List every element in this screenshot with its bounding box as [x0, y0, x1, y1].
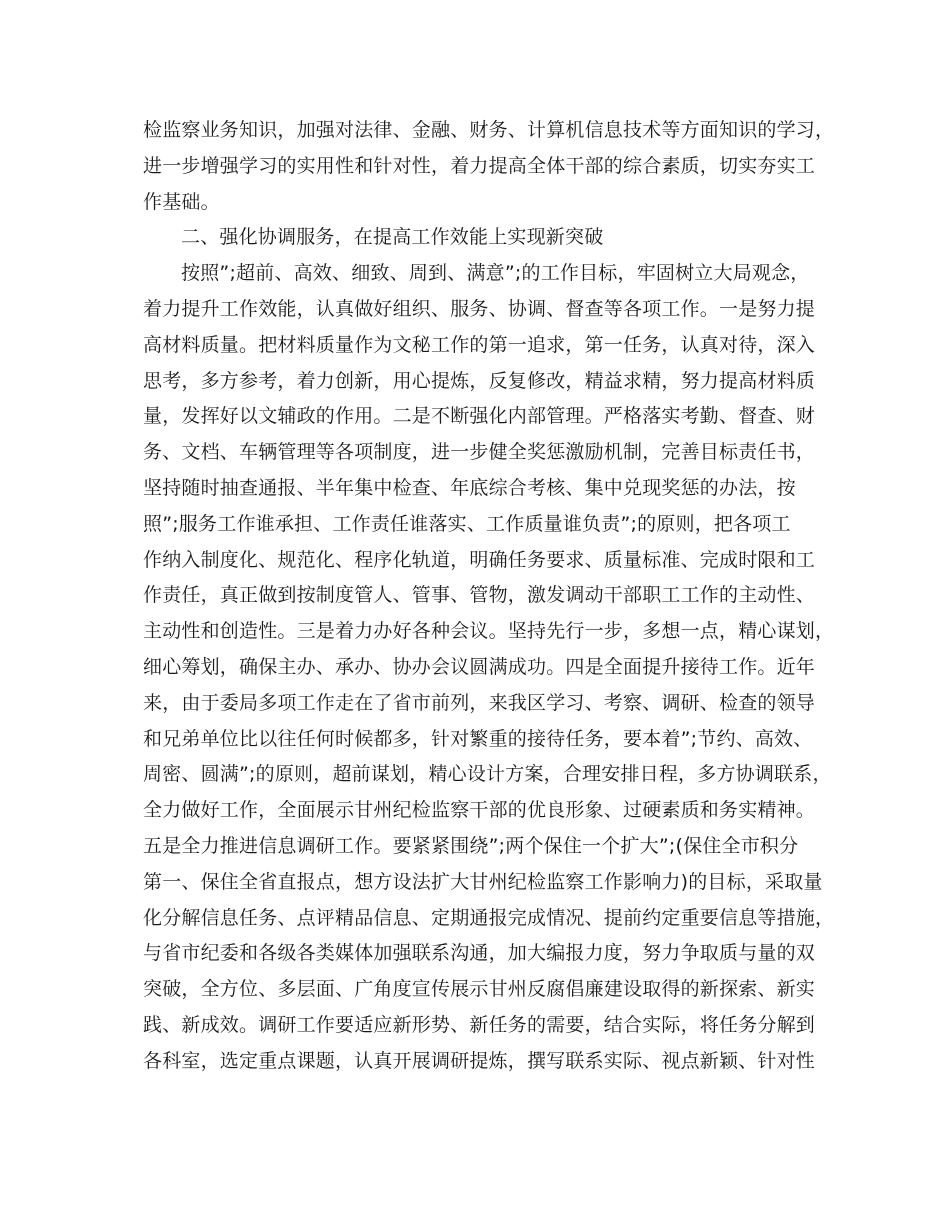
text-line: 来，由于委局多项工作走在了省市前列，来我区学习、考察、调研、检查的领导 [143, 691, 816, 714]
text-line: 进一步增强学习的实用性和针对性，着力提高全体干部的综合素质，切实夯实工 [143, 154, 816, 177]
text-line: 作纳入制度化、规范化、程序化轨道，明确任务要求、质量标准、完成时限和工 [143, 548, 816, 571]
text-line: 照”;服务工作谁承担、工作责任谁落实、工作质量谁负责”;的原则，把各项工 [143, 512, 791, 535]
text-line: 着力提升工作效能，认真做好组织、服务、协调、督查等各项工作。一是努力提 [143, 297, 816, 320]
text-line: 化分解信息任务、点评精品信息、定期通报完成情况、提前约定重要信息等措施， [143, 906, 835, 929]
text-line: 五是全力推进信息调研工作。要紧紧围绕”;两个保住一个扩大”;(保住全市积分 [143, 834, 799, 857]
text-line: 检监察业务知识，加强对法律、金融、财务、计算机信息技术等方面知识的学习， [143, 119, 835, 141]
text-line: 量，发挥好以文辅政的作用。二是不断强化内部管理。严格落实考勤、督查、财 [143, 405, 816, 428]
text-line: 与省市纪委和各级各类媒体加强联系沟通，加大编报力度，努力争取质与量的双 [143, 942, 816, 965]
paragraph-first-line: 按照”;超前、高效、细致、周到、满意”;的工作目标，牢固树立大局观念， [181, 262, 810, 285]
document-body [143, 113, 835, 1080]
text-line: 全力做好工作，全面展示甘州纪检监察干部的优良形象、过硬素质和务实精神。 [143, 799, 816, 822]
section-heading: 二、强化协调服务，在提高工作效能上实现新突破 [181, 226, 604, 249]
text-line: 主动性和创造性。三是着力办好各种会议。坚持先行一步，多想一点，精心谋划， [143, 620, 835, 643]
text-line: 务、文档、车辆管理等各项制度，进一步健全奖惩激励机制，完善目标责任书， [143, 441, 816, 464]
text-line: 坚持随时抽查通报、半年集中检查、年底综合考核、集中兑现奖惩的办法，按 [143, 476, 796, 499]
text-line: 作基础。 [143, 190, 220, 213]
text-line: 第一、保住全省直报点，想方设法扩大甘州纪检监察工作影响力)的目标，采取量 [143, 870, 823, 893]
text-line: 周密、圆满”;的原则，超前谋划，精心设计方案，合理安排日程，多方协调联系， [143, 763, 832, 786]
text-line: 践、新成效。调研工作要适应新形势、新任务的需要，结合实际，将任务分解到 [143, 1013, 816, 1036]
text-line: 细心筹划，确保主办、承办、协办会议圆满成功。四是全面提升接待工作。近年 [143, 655, 816, 678]
text-line: 和兄弟单位比以往任何时候都多，针对繁重的接待任务，要本着”;节约、高效、 [143, 727, 813, 750]
text-line: 思考，多方参考，着力创新，用心提炼，反复修改，精益求精，努力提高材料质 [143, 369, 816, 392]
text-line: 高材料质量。把材料质量作为文秘工作的第一追求，第一任务，认真对待，深入 [143, 333, 816, 356]
text-line: 各科室，选定重点课题，认真开展调研提炼，撰写联系实际、视点新颖、针对性 [143, 1049, 816, 1072]
text-line: 突破，全方位、多层面、广角度宣传展示甘州反腐倡廉建设取得的新探索、新实 [143, 978, 816, 1001]
text-line: 作责任，真正做到按制度管人、管事、管物，激发调动干部职工工作的主动性、 [143, 584, 816, 607]
